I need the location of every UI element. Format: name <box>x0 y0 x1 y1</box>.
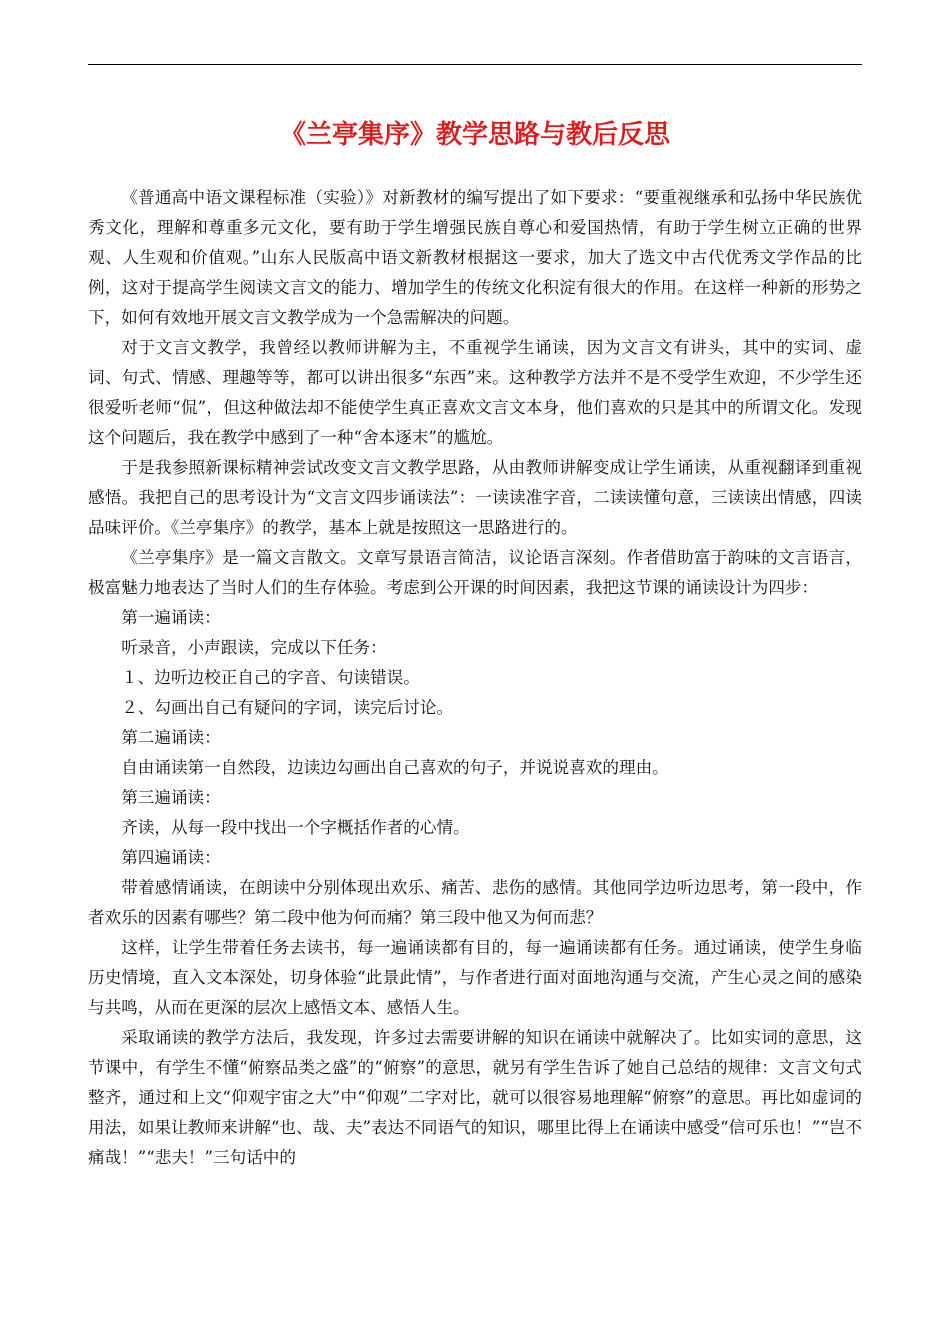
paragraph: 于是我参照新课标精神尝试改变文言文教学思路，从由教师讲解变成让学生诵读，从重视翻译到重视感悟。我把自己的思考设计为“文言文四步诵读法”：一读读准字音，二读读懂句意，三读读出情感，四读品味评价。《兰亭集序》的教学，基本上就是按照这一思路进行的。 <box>88 458 862 537</box>
paragraph: 《普通高中语文课程标准（实验）》对新教材的编写提出了如下要求：“要重视继承和弘扬中华民族优秀文化，理解和尊重多元文化，要有助于学生增强民族自尊心和爱国热情，有助于学生树立正确的世界观、人生观和价值观。”山东人民版高中语文新教材根据这一要求，加大了选文中古代优秀文学作品的比例，这对于提高学生阅读文言文的能力、增加学生的传统文化积淀有很大的作用。在这样一种新的形势之下，如何有效地开展文言文教学成为一个急需解决的问题。 <box>88 188 862 327</box>
paragraph: 这样，让学生带着任务去读书，每一遍诵读都有目的，每一遍诵读都有任务。通过诵读，使学生身临历史情境，直入文本深处，切身体验“此景此情”，与作者进行面对面地沟通与交流，产生心灵之间的感染与共鸣，从而在更深的层次上感悟文本、感悟人生。 <box>88 938 862 1017</box>
paragraph: 采取诵读的教学方法后，我发现，许多过去需要讲解的知识在诵读中就解决了。比如实词的意思，这节课中，有学生不懂“俯察品类之盛”的“俯察”的意思，就另有学生告诉了她自己总结的规律：文言文句式整齐，通过和上文“仰观宇宙之大”中“仰观”二字对比，就可以很容易地理解“俯察”的意思。再比如虚词的用法，如果让教师来讲解“也、哉、夫”表达不同语气的知识，哪里比得上在诵读中感受“信可乐也！”“岂不痛哉！”“悲夫！”三句话中的 <box>88 1028 862 1167</box>
list-item: １、边听边校正自己的字音、句读错误。 <box>121 668 420 687</box>
document-body <box>88 183 862 1173</box>
header-rule <box>88 64 862 65</box>
paragraph: 自由诵读第一自然段，边读边勾画出自己喜欢的句子，并说说喜欢的理由。 <box>121 758 669 777</box>
list-item: ２、勾画出自己有疑问的字词，读完后讨论。 <box>121 698 454 717</box>
paragraph: 对于文言文教学，我曾经以教师讲解为主，不重视学生诵读，因为文言文有讲头，其中的实词、虚词、句式、情感、理趣等等，都可以讲出很多“东西”来。这种教学方法并不是不受学生欢迎，不少学生还很爱听老师“侃”，但这种做法却不能使学生真正喜欢文言文本身，他们喜欢的只是其中的所谓文化。发现这个问题后，我在教学中感到了一种“舍本逐末”的尴尬。 <box>88 338 862 447</box>
paragraph: 《兰亭集序》是一篇文言散文。文章写景语言简洁，议论语言深刻。作者借助富于韵味的文言语言，极富魅力地表达了当时人们的生存体验。考虑到公开课的时间因素，我把这节课的诵读设计为四步： <box>88 548 862 597</box>
paragraph: 齐读，从每一段中找出一个字概括作者的心情。 <box>121 818 470 837</box>
paragraph: 听录音，小声跟读，完成以下任务： <box>121 638 387 657</box>
step-heading: 第一遍诵读： <box>121 608 221 627</box>
paragraph: 带着感情诵读，在朗读中分别体现出欢乐、痛苦、悲伤的感情。其他同学边听边思考，第一段中，作者欢乐的因素有哪些？第二段中他为何而痛？第三段中他又为何而悲？ <box>88 878 862 927</box>
document-title: 《兰亭集序》教学思路与教后反思 <box>279 120 670 150</box>
step-heading: 第四遍诵读： <box>121 848 221 867</box>
step-heading: 第二遍诵读： <box>121 728 221 747</box>
step-heading: 第三遍诵读： <box>121 788 221 807</box>
